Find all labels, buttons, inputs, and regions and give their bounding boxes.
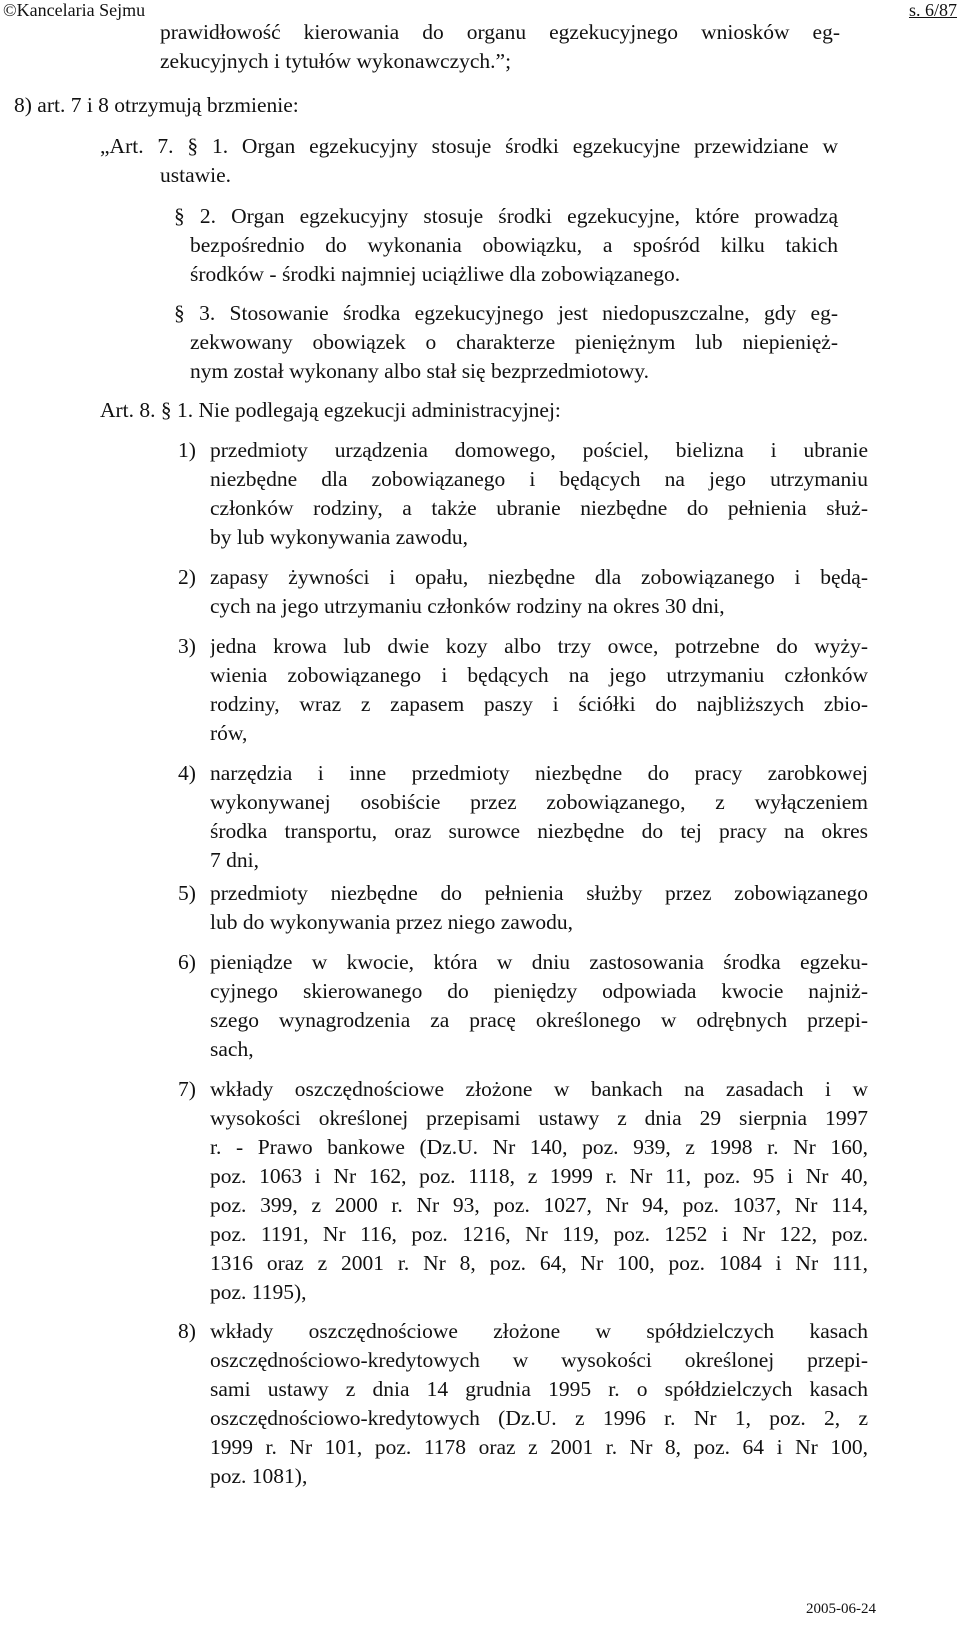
art8-item-line: oszczędnościowo-kredytowych w wysokości określonej przepi- [210, 1348, 868, 1372]
art8-item-line: 1999 r. Nr 101, poz. 1178 oraz z 2001 r. Nr 8, poz. 64 i Nr 100, [210, 1435, 868, 1459]
art8-item-line: poz. 1195), [210, 1280, 307, 1304]
art7-p3-line-2: zekwowany obowiązek o charakterze pieniężnym lub niepienięż- [190, 330, 838, 354]
art7-paragraph1: „Art. 7. § 1. Organ egzekucyjny stosuje środki egzekucyjne przewidziane w [100, 134, 838, 158]
art8-item-text [210, 948, 868, 1064]
art8-item-text [210, 1317, 868, 1491]
art8-item-line: oszczędnościowo-kredytowych (Dz.U. z 1996 r. Nr 1, poz. 2, z [210, 1406, 868, 1430]
art8-item-line: poz. 1191, Nr 116, poz. 1216, Nr 119, poz. 1252 i Nr 122, poz. [210, 1222, 868, 1246]
point-8-heading: 8) art. 7 i 8 otrzymują brzmienie: [14, 93, 299, 117]
art8-item-line: cyjnego skierowanego do pieniędzy odpowiada kwocie najniż- [210, 979, 868, 1003]
art8-item-line: jedna krowa lub dwie kozy albo trzy owce, potrzebne do wyży- [210, 634, 868, 658]
art7-p2-line-1: § 2. Organ egzekucyjny stosuje środki egzekucyjne, które prowadzą [174, 204, 838, 228]
art8-item-text [210, 879, 868, 937]
header-copyright: ©Kancelaria Sejmu [3, 0, 146, 20]
art8-item-number: 8) [178, 1319, 196, 1343]
art8-item-line: sami ustawy z dnia 14 grudnia 1995 r. o spółdzielczych kasach [210, 1377, 868, 1401]
art8-item-number: 3) [178, 634, 196, 658]
art8-item-number: 2) [178, 565, 196, 589]
art8-item-line: sach, [210, 1037, 254, 1061]
art8-item-line: rodziny, wraz z zapasem paszy i ściółki do najbliższych zbio- [210, 692, 868, 716]
art8-item-line: przedmioty niezbędne do pełnienia służby przez zobowiązanego [210, 881, 868, 905]
document-date: 2005-06-24 [806, 1601, 876, 1617]
art8-item-number: 6) [178, 950, 196, 974]
art8-item-text [210, 436, 868, 552]
art8-item-line: wysokości określonej przepisami ustawy z dnia 29 sierpnia 1997 [210, 1106, 868, 1130]
art8-item-number: 4) [178, 761, 196, 785]
art8-item-line: wykonywanej osobiście przez zobowiązanego, z wyłączeniem [210, 790, 868, 814]
art7-paragraph1-cont: ustawie. [160, 163, 232, 187]
art8-item-line: przedmioty urządzenia domowego, pościel, bielizna i ubranie [210, 438, 868, 462]
art8-item-line: wkłady oszczędnościowe złożone w bankach na zasadach i w [210, 1077, 868, 1101]
art8-item-line: r. - Prawo bankowe (Dz.U. Nr 140, poz. 939, z 1998 r. Nr 160, [210, 1135, 868, 1159]
art8-item-number: 7) [178, 1077, 196, 1101]
art8-item-text [210, 759, 868, 875]
art8-item-number: 5) [178, 881, 196, 905]
art8-item-line: rów, [210, 721, 248, 745]
art8-item-line: by lub wykonywania zawodu, [210, 525, 468, 549]
art8-item-line: 1316 oraz z 2001 r. Nr 8, poz. 64, Nr 100, poz. 1084 i Nr 111, [210, 1251, 868, 1275]
art8-item-line: niezbędne dla zobowiązanego i będących na jego utrzymaniu [210, 467, 868, 491]
art8-item-number: 1) [178, 438, 196, 462]
art7-p3-line-1: § 3. Stosowanie środka egzekucyjnego jest niedopuszczalne, gdy eg- [174, 301, 838, 325]
art8-item-line: poz. 399, z 2000 r. Nr 93, poz. 1027, Nr 94, poz. 1037, Nr 114, [210, 1193, 868, 1217]
art8-item-line: wienia zobowiązanego i będących na jego utrzymaniu członków [210, 663, 868, 687]
art7-p2-line-3: środków - środki najmniej uciążliwe dla zobowiązanego. [190, 262, 681, 286]
art8-item-line: członków rodziny, a także ubranie niezbędne do pełnienia służ- [210, 496, 868, 520]
art8-item-line: poz. 1081), [210, 1464, 308, 1488]
art8-item-text [210, 1075, 868, 1307]
art8-heading: Art. 8. § 1. Nie podlegają egzekucji administracyjnej: [100, 398, 561, 422]
art8-item-line: wkłady oszczędnościowe złożone w spółdzielczych kasach [210, 1319, 868, 1343]
intro-line-1: prawidłowość kierowania do organu egzekucyjnego wniosków eg- [160, 20, 840, 44]
art8-item-line: cych na jego utrzymaniu członków rodziny na okres 30 dni, [210, 594, 725, 618]
page-number: s. 6/87 [908, 0, 957, 20]
art8-item-line: lub do wykonywania przez niego zawodu, [210, 910, 574, 934]
art8-item-line: narzędzia i inne przedmioty niezbędne do pracy zarobkowej [210, 761, 868, 785]
intro-line-2: zekucyjnych i tytułów wykonawczych.”; [160, 49, 512, 73]
art8-item-text [210, 563, 868, 621]
art8-item-line: poz. 1063 i Nr 162, poz. 1118, z 1999 r. Nr 11, poz. 95 i Nr 40, [210, 1164, 868, 1188]
art7-p3-line-3: nym został wykonany albo stał się bezprzedmiotowy. [190, 359, 649, 383]
art8-item-line: szego wynagrodzenia za pracę określonego w odrębnych przepi- [210, 1008, 868, 1032]
art7-p2-line-2: bezpośrednio do wykonania obowiązku, a spośród kilku takich [190, 233, 838, 257]
art8-item-line: zapasy żywności i opału, niezbędne dla zobowiązanego i będą- [210, 565, 868, 589]
art8-item-line: środka transportu, oraz surowce niezbędne do tej pracy na okres [210, 819, 868, 843]
art8-item-line: pieniądze w kwocie, która w dniu zastosowania środka egzeku- [210, 950, 868, 974]
art8-item-line: 7 dni, [210, 848, 259, 872]
art8-item-text [210, 632, 868, 748]
